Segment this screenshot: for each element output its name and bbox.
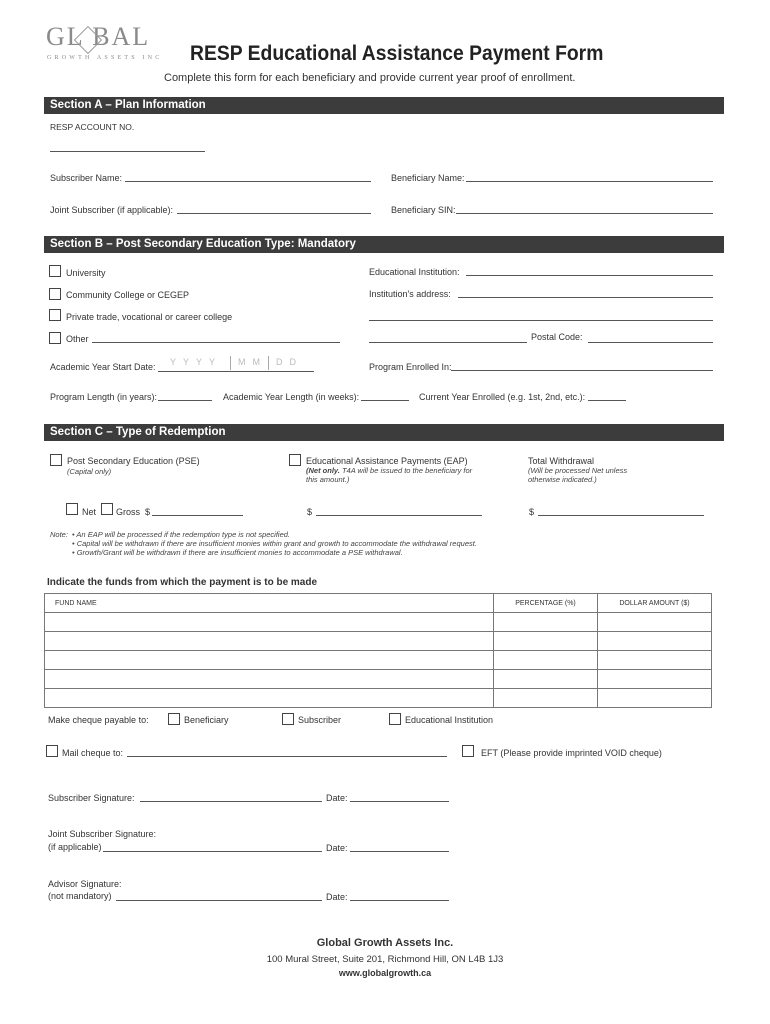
funds-table [44, 593, 712, 708]
subscriber-date-field[interactable] [350, 801, 449, 802]
fund-name-cell[interactable] [45, 689, 494, 708]
advisor-signature-label: Advisor Signature: [48, 879, 122, 889]
subscriber-signature-label: Subscriber Signature: [48, 793, 135, 803]
date-label: Date: [326, 892, 348, 902]
section-c-header: Section C – Type of Redemption [44, 424, 724, 441]
eap-note-2: this amount.) [306, 475, 350, 484]
beneficiary-sin-field[interactable] [456, 213, 713, 214]
address-field[interactable] [458, 297, 713, 298]
eap-note: (Net only. T4A will be issued to the beneficiary for [306, 466, 473, 475]
mail-cheque-field[interactable] [127, 756, 447, 757]
mail-cheque-label: Mail cheque to: [62, 748, 124, 758]
college-label: Community College or CEGEP [66, 290, 190, 300]
percentage-cell[interactable] [494, 632, 598, 651]
percentage-cell[interactable] [494, 613, 598, 632]
address-line-3[interactable] [369, 342, 527, 343]
joint-subscriber-field[interactable] [177, 213, 371, 214]
pse-checkbox[interactable] [50, 454, 62, 466]
date-label: Date: [326, 793, 348, 803]
pse-amount-field[interactable] [152, 515, 243, 516]
payable-institution-label: Educational Institution [405, 715, 494, 725]
pse-note: (Capital only) [67, 467, 112, 476]
account-no-field[interactable] [50, 151, 205, 152]
company-logo: GL BAL [46, 22, 151, 51]
year-length-field[interactable] [361, 400, 409, 401]
payable-to-label: Make cheque payable to: [48, 715, 149, 725]
program-length-label: Program Length (in years): [50, 392, 158, 402]
gross-checkbox[interactable] [101, 503, 113, 515]
fund-name-cell[interactable] [45, 651, 494, 670]
current-year-label: Current Year Enrolled (e.g. 1st, 2nd, etc.): [419, 392, 586, 402]
total-note-1: (Will be processed Net unless [528, 466, 628, 475]
joint-signature-label: Joint Subscriber Signature: [48, 829, 157, 839]
address-line-2[interactable] [369, 320, 713, 321]
table-row [45, 632, 712, 651]
total-dollar-sign: $ [529, 507, 535, 517]
college-checkbox[interactable] [49, 288, 61, 300]
year-placeholder: YYYY [170, 357, 223, 367]
postal-code-label: Postal Code: [531, 332, 583, 342]
table-row [45, 651, 712, 670]
eap-checkbox[interactable] [289, 454, 301, 466]
percentage-header: PERCENTAGE (%) [494, 594, 598, 613]
dollar-amount-header: DOLLAR AMOUNT ($) [598, 594, 712, 613]
institution-label: Educational Institution: [369, 267, 460, 277]
logo-subtitle: GROWTH ASSETS INC [47, 55, 163, 61]
eft-label: EFT (Please provide imprinted VOID cheque) [481, 748, 662, 758]
page-subtitle: Complete this form for each beneficiary and provide current year proof of enrollment. [164, 72, 576, 84]
date-label: Date: [326, 843, 348, 853]
footer-website[interactable]: www.globalgrowth.ca [338, 968, 432, 978]
section-a-header: Section A – Plan Information [44, 97, 724, 114]
subscriber-name-label: Subscriber Name: [50, 173, 123, 183]
joint-signature-note: (if applicable) [48, 842, 102, 852]
joint-date-field[interactable] [350, 851, 449, 852]
dollar-amount-cell[interactable] [598, 689, 712, 708]
table-row [45, 613, 712, 632]
fund-name-header: FUND NAME [45, 594, 494, 613]
subscriber-signature-field[interactable] [140, 801, 322, 802]
footer-address: 100 Mural Street, Suite 201, Richmond Hill, ON L4B 1J3 [266, 954, 504, 965]
month-placeholder: MM [238, 357, 267, 367]
total-amount-field[interactable] [538, 515, 704, 516]
program-label: Program Enrolled In: [369, 362, 452, 372]
start-date-field[interactable] [158, 356, 314, 372]
table-row [45, 689, 712, 708]
net-label: Net [82, 507, 97, 517]
address-label: Institution's address: [369, 289, 451, 299]
total-note-2: otherwise indicated.) [528, 475, 597, 484]
joint-subscriber-label: Joint Subscriber (if applicable): [50, 205, 174, 215]
table-row [45, 670, 712, 689]
mail-cheque-checkbox[interactable] [46, 745, 58, 757]
total-withdrawal-label: Total Withdrawal [528, 456, 595, 466]
fund-name-cell[interactable] [45, 670, 494, 689]
table-header-row [45, 594, 712, 613]
eap-amount-field[interactable] [316, 515, 482, 516]
subscriber-name-field[interactable] [125, 181, 371, 182]
start-date-label: Academic Year Start Date: [50, 362, 156, 372]
beneficiary-name-label: Beneficiary Name: [391, 173, 465, 183]
account-no-label: RESP ACCOUNT NO. [50, 122, 135, 132]
joint-signature-field[interactable] [103, 851, 322, 852]
funds-heading: Indicate the funds from which the payment is to be made [47, 577, 318, 588]
beneficiary-sin-label: Beneficiary SIN: [391, 205, 456, 215]
note-3: • Growth/Grant will be withdrawn if there are insufficient monies to accommodate a PSE withdrawal. [72, 548, 403, 557]
payable-beneficiary-label: Beneficiary [184, 715, 229, 725]
payable-subscriber-checkbox[interactable] [282, 713, 294, 725]
current-year-field[interactable] [588, 400, 626, 401]
note-2: • Capital will be withdrawn if there are insufficient monies within grant and growth to accommodate the withdrawal request. [72, 539, 477, 548]
other-checkbox[interactable] [49, 332, 61, 344]
trade-checkbox[interactable] [49, 309, 61, 321]
dollar-amount-cell[interactable] [598, 670, 712, 689]
university-label: University [66, 268, 106, 278]
eap-dollar-sign: $ [307, 507, 313, 517]
pse-dollar-sign: $ [145, 507, 151, 517]
eap-label: Educational Assistance Payments (EAP) [306, 456, 468, 466]
advisor-date-field[interactable] [350, 900, 449, 901]
beneficiary-name-field[interactable] [466, 181, 713, 182]
percentage-cell[interactable] [494, 670, 598, 689]
day-placeholder: DD [276, 357, 303, 367]
footer-company: Global Growth Assets Inc. [316, 937, 454, 949]
gross-label: Gross [116, 507, 141, 517]
postal-code-field[interactable] [588, 342, 713, 343]
eft-checkbox[interactable] [462, 745, 474, 757]
payable-subscriber-label: Subscriber [298, 715, 342, 725]
year-length-label: Academic Year Length (in weeks): [223, 392, 360, 402]
section-b-header: Section B – Post Secondary Education Type: Mandatory [44, 236, 724, 253]
dollar-amount-cell[interactable] [598, 632, 712, 651]
university-checkbox[interactable] [49, 265, 61, 277]
payable-beneficiary-checkbox[interactable] [168, 713, 180, 725]
fund-name-cell[interactable] [45, 613, 494, 632]
date-divider [230, 356, 231, 370]
date-divider [268, 356, 269, 370]
advisor-signature-note: (not mandatory) [48, 891, 112, 901]
percentage-cell[interactable] [494, 689, 598, 708]
dollar-amount-cell[interactable] [598, 651, 712, 670]
program-field[interactable] [451, 370, 713, 371]
dollar-amount-cell[interactable] [598, 613, 712, 632]
page-title: RESP Educational Assistance Payment Form [190, 42, 604, 65]
advisor-signature-field[interactable] [116, 900, 322, 901]
trade-label: Private trade, vocational or career college [66, 312, 233, 322]
percentage-cell[interactable] [494, 651, 598, 670]
note-label: Note: [50, 530, 68, 539]
note-1: • An EAP will be processed if the redemption type is not specified. [72, 530, 291, 539]
fund-name-cell[interactable] [45, 632, 494, 651]
pse-label: Post Secondary Education (PSE) [67, 456, 200, 466]
net-checkbox[interactable] [66, 503, 78, 515]
payable-institution-checkbox[interactable] [389, 713, 401, 725]
other-field[interactable] [92, 342, 340, 343]
program-length-field[interactable] [158, 400, 212, 401]
other-label: Other [66, 334, 89, 344]
institution-field[interactable] [466, 275, 713, 276]
